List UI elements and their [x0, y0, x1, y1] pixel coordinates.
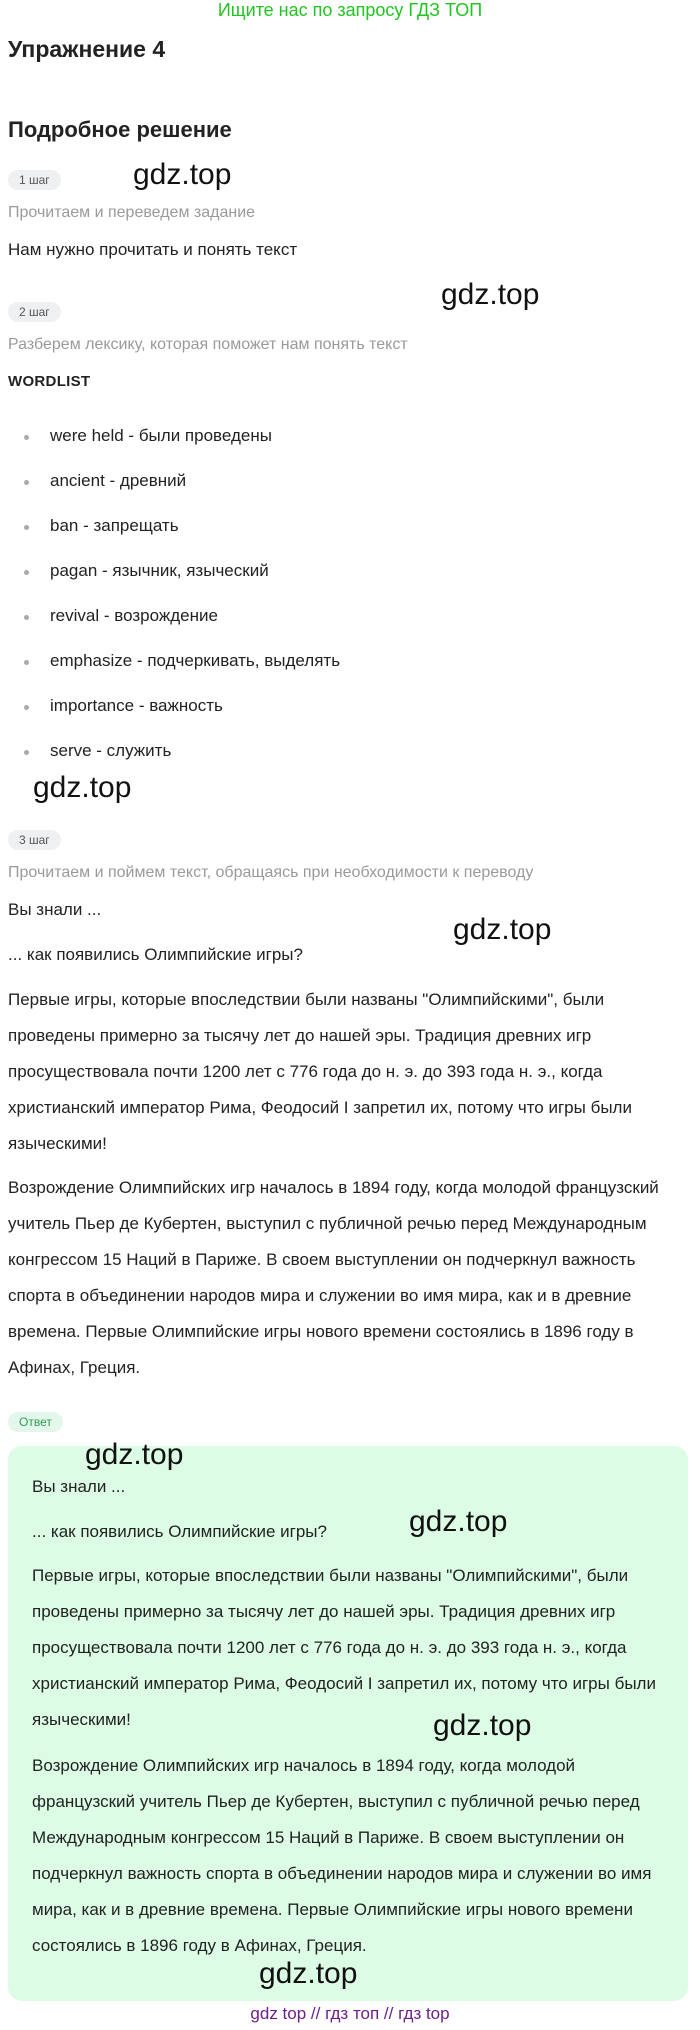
step-1-badge: 1 шаг [8, 170, 61, 190]
bullet-icon [24, 570, 29, 575]
step-2-badge: 2 шаг [8, 302, 61, 322]
answer-question: ... как появились Олимпийские игры? [32, 1522, 327, 1541]
watermark: gdz.top [433, 1709, 532, 1742]
answer-intro: Вы знали ... [32, 1477, 126, 1496]
bullet-icon [24, 525, 29, 530]
watermark: gdz.top [453, 913, 552, 946]
text-intro: Вы знали ... [8, 900, 102, 919]
footer-links[interactable]: gdz top // гдз топ // гдз top [250, 2004, 450, 2023]
answer-paragraph-1: Первые игры, которые впоследствии были названы "Олимпийскими", были проведены примерно за тысячу лет до нашей эры. Традиция древних игр просуществовала почти 1200 лет с 776 года до н. э. до 393 года н. э., когда христианский император Рима, Феодосий I запретил их, потому что игры были языческими! [32, 1566, 656, 1729]
top-banner: Ищите нас по запросу ГДЗ ТОП [217, 0, 483, 20]
bullet-icon [24, 705, 29, 710]
exercise-title: Упражнение 4 [8, 36, 166, 62]
bullet-icon [24, 615, 29, 620]
watermark: gdz.top [33, 771, 132, 804]
wordlist-title: WORDLIST [8, 373, 91, 390]
step-2-caption: Разберем лексику, которая поможет нам понять текст [8, 336, 408, 353]
bullet-icon [24, 480, 29, 485]
step-1-caption: Прочитаем и переведем задание [8, 204, 256, 221]
text-paragraph-1: Первые игры, которые впоследствии были названы "Олимпийскими", были проведены примерно за тысячу лет до нашей эры. Традиция древних игр просуществовала почти 1200 лет с 776 года до н. э. до 393 года н. э., когда христианский император Рима, Феодосий I запретил их, потому что игры были языческими! [8, 990, 632, 1153]
step-1-text: Нам нужно прочитать и понять текст [8, 240, 298, 259]
watermark: gdz.top [85, 1438, 184, 1471]
solution-title: Подробное решение [8, 117, 232, 142]
step-3-caption: Прочитаем и поймем текст, обращаясь при необходимости к переводу [8, 864, 534, 881]
step-3-badge: 3 шаг [8, 830, 61, 850]
watermark: gdz.top [441, 278, 540, 311]
bullet-icon [24, 660, 29, 665]
answer-paragraph-2: Возрождение Олимпийских игр началось в 1894 году, когда молодой французский учитель Пьер де Кубертен, выступил с публичной речью перед Международным конгрессом 15 Наций в Париже. В своем выступлении он подчеркнул важность спорта в объединении народов мира и служении во имя мира, как и в древние времена. Первые Олимпийские игры нового времени состоялись в 1896 году в Афинах, Греция. [32, 1756, 652, 1955]
text-paragraph-2: Возрождение Олимпийских игр началось в 1894 году, когда молодой французский учитель Пьер де Кубертен, выступил с публичной речью перед Международным конгрессом 15 Наций в Париже. В своем выступлении он подчеркнул важность спорта в объединении народов мира и служении во имя мира, как и в древние времена. Первые Олимпийские игры нового времени состоялись в 1896 году в Афинах, Греция. [8, 1178, 659, 1377]
watermark: gdz.top [133, 158, 232, 191]
watermark: gdz.top [259, 1957, 358, 1990]
text-question: ... как появились Олимпийские игры? [8, 945, 303, 964]
bullet-icon [24, 750, 29, 755]
answer-badge: Ответ [8, 1412, 63, 1432]
watermark: gdz.top [409, 1505, 508, 1538]
bullet-icon [24, 435, 29, 440]
